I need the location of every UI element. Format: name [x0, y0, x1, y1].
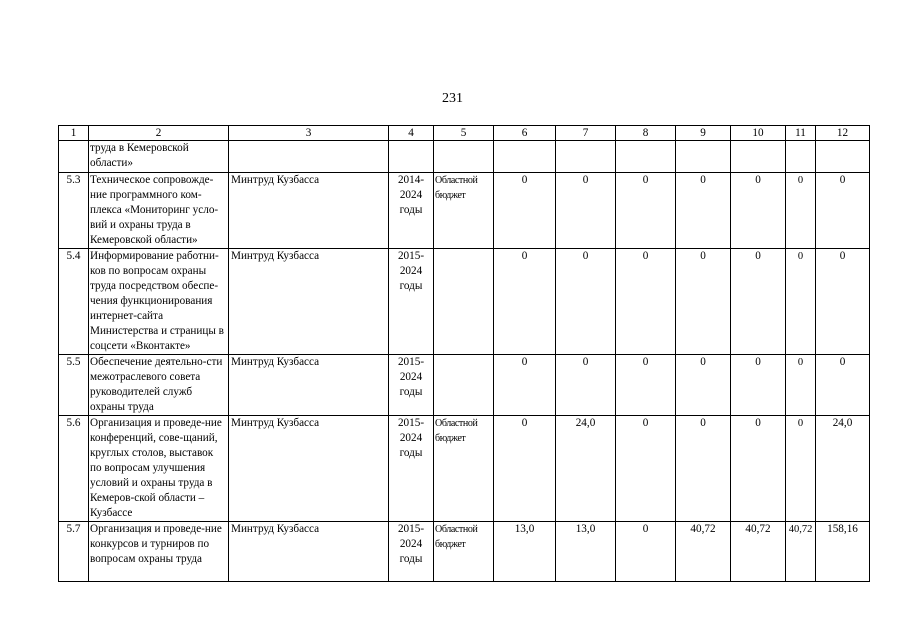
value-cell: 0 [616, 522, 676, 582]
funding-source: Областной бюджет [434, 173, 494, 249]
value-cell: 0 [556, 173, 616, 249]
page-number: 231 [442, 91, 463, 106]
executor: Минтруд Кузбасса [229, 249, 389, 355]
value-cell: 0 [786, 416, 816, 522]
header-row [59, 126, 870, 141]
value-cell: 0 [676, 249, 731, 355]
row-number: 5.6 [59, 416, 89, 522]
period: 2015-2024 годы [389, 249, 434, 355]
value-cell: 24,0 [556, 416, 616, 522]
column-header: 9 [676, 126, 731, 141]
column-header: 3 [229, 126, 389, 141]
value-cell [731, 141, 786, 173]
column-header: 10 [731, 126, 786, 141]
executor: Минтруд Кузбасса [229, 355, 389, 416]
funding-source [434, 249, 494, 355]
value-cell: 0 [494, 416, 556, 522]
row-number: 5.4 [59, 249, 89, 355]
value-cell: 0 [556, 249, 616, 355]
column-header: 5 [434, 126, 494, 141]
value-cell: 0 [731, 173, 786, 249]
table-row [59, 355, 870, 416]
period [389, 141, 434, 173]
row-number: 5.3 [59, 173, 89, 249]
table-row [59, 173, 870, 249]
measure-name: Техническое сопровожде-ние программного ком-плекса «Мониторинг усло-вий и охраны труда в Кемеровской области» [89, 173, 229, 249]
value-cell: 0 [731, 416, 786, 522]
value-cell: 40,72 [786, 522, 816, 582]
value-cell: 0 [494, 355, 556, 416]
value-cell [616, 141, 676, 173]
row-number: 5.5 [59, 355, 89, 416]
funding-source: Областной бюджет [434, 522, 494, 582]
value-cell: 0 [731, 249, 786, 355]
value-cell: 40,72 [731, 522, 786, 582]
value-cell: 0 [494, 249, 556, 355]
value-cell: 0 [731, 355, 786, 416]
column-header: 8 [616, 126, 676, 141]
period: 2015-2024 годы [389, 416, 434, 522]
column-header: 1 [59, 126, 89, 141]
measure-name: Организация и проведе-ние конференций, сове-щаний, круглых столов, выставок по вопросам улучшения условий и охраны труда в Кемеров-ской области – Кузбассе [89, 416, 229, 522]
executor: Минтруд Кузбасса [229, 522, 389, 582]
total-cell: 0 [816, 355, 870, 416]
table-row [59, 249, 870, 355]
value-cell [494, 141, 556, 173]
value-cell: 0 [616, 416, 676, 522]
value-cell: 0 [676, 355, 731, 416]
value-cell: 13,0 [494, 522, 556, 582]
measure-name: Организация и проведе-ние конкурсов и турниров по вопросам охраны труда [89, 522, 229, 582]
program-table [58, 125, 870, 582]
value-cell [556, 141, 616, 173]
value-cell [676, 141, 731, 173]
period: 2015-2024 годы [389, 522, 434, 582]
value-cell: 0 [616, 355, 676, 416]
table-row [59, 522, 870, 582]
column-header: 11 [786, 126, 816, 141]
row-number [59, 141, 89, 173]
value-cell: 0 [786, 173, 816, 249]
total-cell: 0 [816, 249, 870, 355]
total-cell: 24,0 [816, 416, 870, 522]
measure-name: Информирование работни-ков по вопросам охраны труда посредством обеспе-чения функционирования интернет-сайта Министерства и страницы в соцсети «Вконтакте» [89, 249, 229, 355]
executor: Минтруд Кузбасса [229, 173, 389, 249]
funding-source [434, 355, 494, 416]
value-cell: 0 [494, 173, 556, 249]
total-cell: 158,16 [816, 522, 870, 582]
column-header: 12 [816, 126, 870, 141]
value-cell: 13,0 [556, 522, 616, 582]
funding-source [434, 141, 494, 173]
value-cell: 0 [676, 416, 731, 522]
value-cell: 0 [616, 249, 676, 355]
total-cell [816, 141, 870, 173]
table-row [59, 141, 870, 173]
period: 2015-2024 годы [389, 355, 434, 416]
value-cell: 40,72 [676, 522, 731, 582]
value-cell: 0 [786, 249, 816, 355]
funding-source: Областной бюджет [434, 416, 494, 522]
row-number: 5.7 [59, 522, 89, 582]
column-header: 7 [556, 126, 616, 141]
value-cell [786, 141, 816, 173]
period: 2014-2024 годы [389, 173, 434, 249]
total-cell: 0 [816, 173, 870, 249]
measure-name: Обеспечение деятельно-сти межотраслевого совета руководителей служб охраны труда [89, 355, 229, 416]
measure-name: труда в Кемеровской области» [89, 141, 229, 173]
value-cell: 0 [786, 355, 816, 416]
column-header: 4 [389, 126, 434, 141]
table-row [59, 416, 870, 522]
column-header: 2 [89, 126, 229, 141]
column-header: 6 [494, 126, 556, 141]
value-cell: 0 [616, 173, 676, 249]
executor [229, 141, 389, 173]
executor: Минтруд Кузбасса [229, 416, 389, 522]
value-cell: 0 [676, 173, 731, 249]
value-cell: 0 [556, 355, 616, 416]
